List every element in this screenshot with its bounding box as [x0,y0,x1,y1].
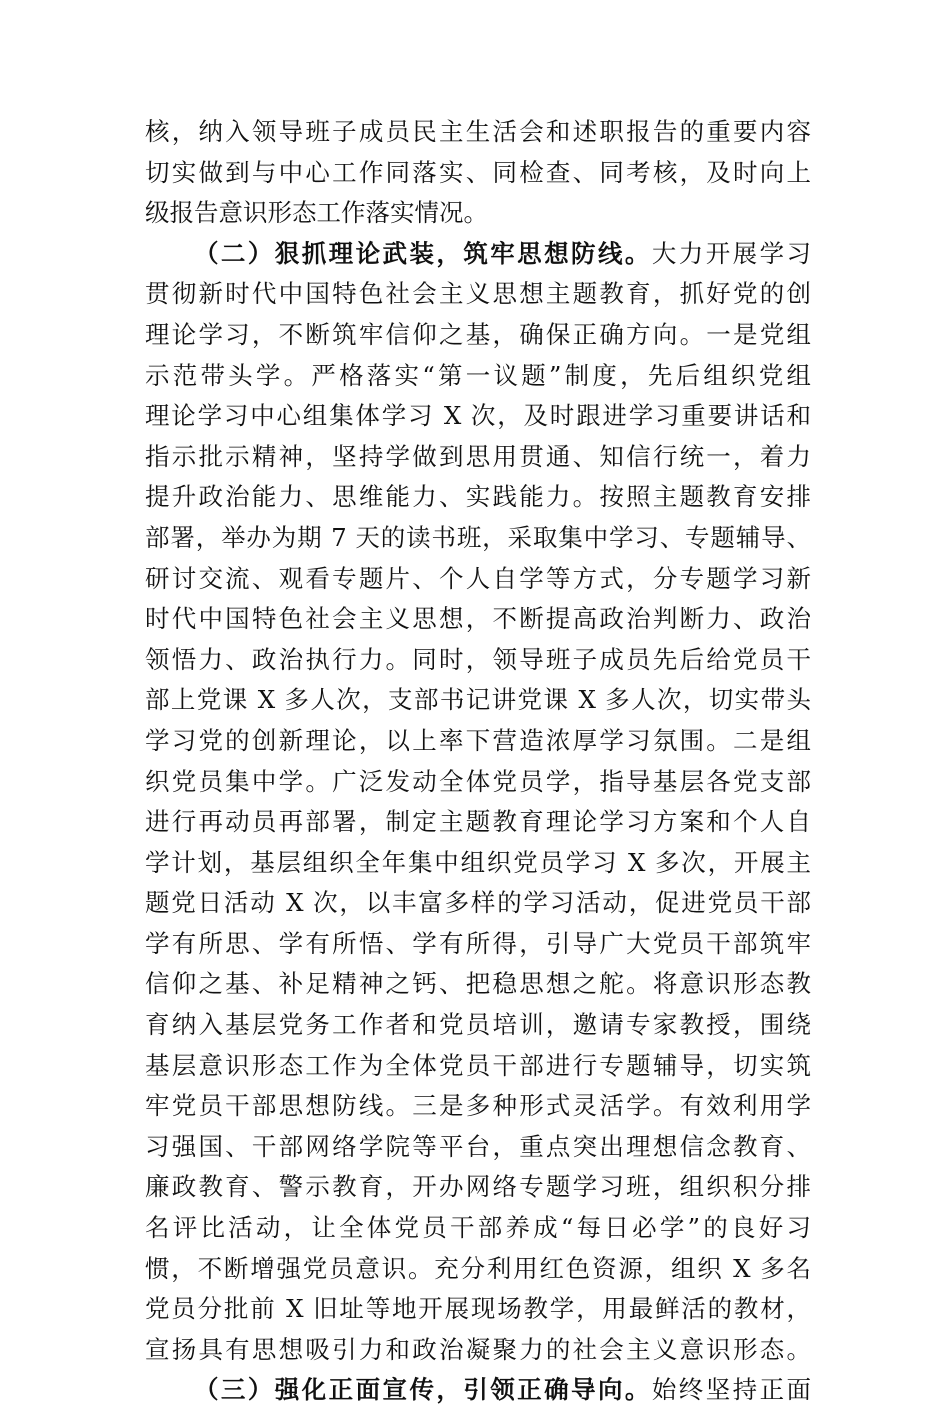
text-line: 党员分批前 X 旧址等地开展现场教学，用最鲜活的教材， [145,1294,811,1324]
text-line: 基层意识形态工作为全体党员干部进行专题辅导，切实筑 [145,1050,811,1080]
text-line: 切实做到与中心工作同落实、同检查、同考核，及时向上 [145,157,811,187]
text-line: 核，纳入领导班子成员民主生活会和述职报告的重要内容 [145,117,811,146]
text-line: 贯彻新时代中国特色社会主义思想主题教育，抓好党的创 [145,279,811,309]
text-line: 惯，不断增强党员意识。充分利用红色资源，组织 X 多名 [145,1253,811,1283]
text-line: 学计划，基层组织全年集中组织党员学习 X 多次，开展主 [145,847,811,877]
text-line: 时代中国特色社会主义思想，不断提高政治判断力、政治 [145,604,811,634]
document-body [145,112,811,1411]
text-line: 级报告意识形态工作落实情况。 [145,198,488,228]
text-line: 研讨交流、观看专题片、个人自学等方式，分专题学习新 [145,563,811,593]
text-line: 牢党员干部思想防线。三是多种形式灵活学。有效利用学 [145,1091,811,1121]
text-line: 信仰之基、补足精神之钙、把稳思想之舵。将意识形态教 [145,969,811,999]
section-heading: （二）狠抓理论武装，筑牢思想防线。 [194,238,652,268]
text-line: 领悟力、政治执行力。同时，领导班子成员先后给党员干 [145,644,811,674]
text-line: 宣扬具有思想吸引力和政治凝聚力的社会主义意识形态。 [145,1334,811,1364]
section-heading-continuation: 大力开展学习 [651,238,811,268]
text-line: 进行再动员再部署，制定主题教育理论学习方案和个人自 [145,807,811,837]
text-line: 部署，举办为期 7 天的读书班，采取集中学习、专题辅导、 [145,522,811,552]
text-line: 育纳入基层党务工作者和党员培训，邀请专家教授，围绕 [145,1010,811,1040]
section-heading: （三）强化正面宣传，引领正确导向。 [194,1375,652,1405]
text-line: 廉政教育、警示教育，开办网络专题学习班，组织积分排 [145,1172,811,1202]
text-line: 学习党的创新理论，以上率下营造浓厚学习氛围。二是组 [145,725,811,755]
text-line: 部上党课 X 多人次，支部书记讲党课 X 多人次，切实带头 [145,685,811,715]
text-line: 习强国、干部网络学院等平台，重点突出理想信念教育、 [145,1131,811,1161]
text-line: 理论学习中心组集体学习 X 次，及时跟进学习重要讲话和 [145,401,811,431]
text-line: 题党日活动 X 次，以丰富多样的学习活动，促进党员干部 [145,888,811,918]
text-line: 名评比活动，让全体党员干部养成“每日必学”的良好习 [145,1213,811,1243]
text-line: 示范带头学。严格落实“第一议题”制度，先后组织党组 [145,360,811,390]
text-line: 指示批示精神，坚持学做到思用贯通、知信行统一，着力 [145,441,811,471]
text-line: 理论学习，不断筑牢信仰之基，确保正确方向。一是党组 [145,319,811,349]
text-line: 学有所思、学有所悟、学有所得，引导广大党员干部筑牢 [145,928,811,958]
text-line: 织党员集中学。广泛发动全体党员学，指导基层各党支部 [145,766,811,796]
section-heading-line [145,1370,811,1411]
text-line: 提升政治能力、思维能力、实践能力。按照主题教育安排 [145,482,811,512]
section-heading-line [145,234,811,275]
section-heading-continuation: 始终坚持正面 [651,1375,811,1405]
